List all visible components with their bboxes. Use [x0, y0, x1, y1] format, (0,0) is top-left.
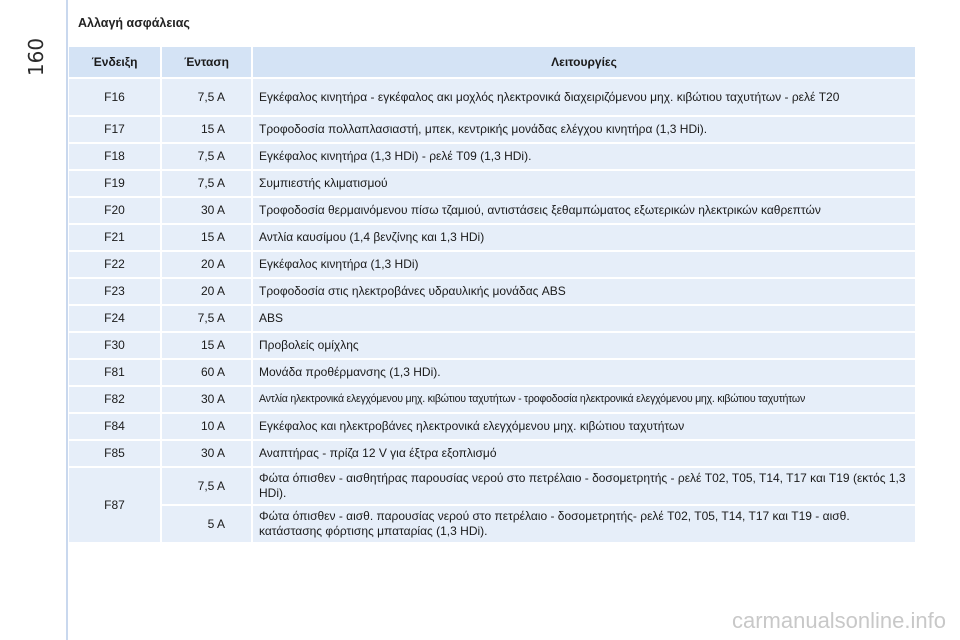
fuse-amperage: 15 A: [161, 224, 252, 251]
fuse-function: Τροφοδοσία πολλαπλασιαστή, μπεκ, κεντρικής μονάδας ελέγχου κινητήρα (1,3 HDi).: [252, 116, 916, 143]
fuse-function: Αναπτήρας - πρίζα 12 V για έξτρα εξοπλισμό: [252, 440, 916, 467]
fuse-amperage: 15 A: [161, 332, 252, 359]
fuse-amperage: 20 A: [161, 278, 252, 305]
fuse-amperage: 10 A: [161, 413, 252, 440]
fuse-amperage: 30 A: [161, 440, 252, 467]
table-row: [69, 143, 916, 170]
fuse-id: F19: [69, 170, 161, 197]
fuse-function: Μονάδα προθέρμανσης (1,3 HDi).: [252, 359, 916, 386]
table-row: [69, 116, 916, 143]
fuse-function: Τροφοδοσία θερμαινόμενου πίσω τζαμιού, αντιστάσεις ξεθαμπώματος εξωτερικών ηλεκτρικών καθρεπτών: [252, 197, 916, 224]
fuse-id: F17: [69, 116, 161, 143]
fuse-amperage: 7,5 A: [161, 467, 252, 505]
table-row: [69, 197, 916, 224]
table-row: [69, 359, 916, 386]
section-title: Αλλαγή ασφάλειας: [78, 16, 190, 30]
fuse-amperage: 30 A: [161, 386, 252, 413]
fuse-function: Εγκέφαλος κινητήρα - εγκέφαλος ακι μοχλός ηλεκτρονικά διαχειριζόμενου μηχ. κιβώτιου ταχυτήτων - ρελέ T20: [252, 78, 916, 116]
fuse-amperage: 15 A: [161, 116, 252, 143]
fuse-function: Εγκέφαλος κινητήρα (1,3 HDi) - ρελέ T09 (1,3 HDi).: [252, 143, 916, 170]
fuse-id: F20: [69, 197, 161, 224]
fuse-amperage: 7,5 A: [161, 78, 252, 116]
header-functions: Λειτουργίες: [252, 47, 916, 78]
fuse-function: ABS: [252, 305, 916, 332]
fuse-function: Αντλία καυσίμου (1,4 βενζίνης και 1,3 HDi): [252, 224, 916, 251]
table-row: [69, 224, 916, 251]
table-row: [69, 78, 916, 116]
page-number: 160: [24, 37, 48, 77]
fuse-amperage: 7,5 A: [161, 143, 252, 170]
watermark: carmanualsonline.info: [731, 608, 946, 633]
fuse-id: F85: [69, 440, 161, 467]
fuse-function: Τροφοδοσία στις ηλεκτροβάνες υδραυλικής μονάδας ABS: [252, 278, 916, 305]
fuse-id: F87: [69, 467, 161, 543]
fuse-function: Συμπιεστής κλιματισμού: [252, 170, 916, 197]
fuse-id: F18: [69, 143, 161, 170]
fuse-function: Φώτα όπισθεν - αισθητήρας παρουσίας νερού στο πετρέλαιο - δοσομετρητής - ρελέ T02, T05, T14, T17 και T19 (εκτός 1,3 HDi).: [252, 467, 916, 505]
fuse-id: F23: [69, 278, 161, 305]
fuse-amperage: 20 A: [161, 251, 252, 278]
table-row: [69, 278, 916, 305]
fuse-function: Προβολείς ομίχλης: [252, 332, 916, 359]
fuse-amperage: 30 A: [161, 197, 252, 224]
table-row: [69, 332, 916, 359]
header-amperage: Ένταση: [161, 47, 252, 78]
fuse-id: F30: [69, 332, 161, 359]
table-row: [69, 386, 916, 413]
table-row: [69, 440, 916, 467]
fuse-table: [69, 47, 917, 544]
header-indication: Ένδειξη: [69, 47, 161, 78]
fuse-function: Εγκέφαλος κινητήρα (1,3 HDi): [252, 251, 916, 278]
fuse-id: F84: [69, 413, 161, 440]
fuse-function: Αντλία ηλεκτρονικά ελεγχόμενου μηχ. κιβώτιου ταχυτήτων - τροφοδοσία ηλεκτρονικά ελεγχόμενου μηχ. κιβώτιου ταχυτήτων: [252, 386, 916, 413]
margin-rule: [66, 0, 68, 640]
table-row: [69, 251, 916, 278]
table-row: [69, 305, 916, 332]
fuse-id: F16: [69, 78, 161, 116]
fuse-amperage: 5 A: [161, 505, 252, 543]
table-row: [69, 170, 916, 197]
fuse-id: F81: [69, 359, 161, 386]
fuse-id: F24: [69, 305, 161, 332]
fuse-function: Φώτα όπισθεν - αισθ. παρουσίας νερού στο πετρέλαιο - δοσομετρητής- ρελέ T02, T05, T14, T17 και T19 - αισθ. κατάστασης φόρτισης μπαταρίας (1,3 HDi).: [252, 505, 916, 543]
fuse-id: F82: [69, 386, 161, 413]
table-row: [69, 467, 916, 505]
table-row: [69, 413, 916, 440]
fuse-id: F21: [69, 224, 161, 251]
table-header-row: [69, 47, 916, 78]
fuse-function: Εγκέφαλος και ηλεκτροβάνες ηλεκτρονικά ελεγχόμενου μηχ. κιβώτιου ταχυτήτων: [252, 413, 916, 440]
table-row: [69, 505, 916, 543]
fuse-amperage: 7,5 A: [161, 170, 252, 197]
fuse-amperage: 60 A: [161, 359, 252, 386]
fuse-id: F22: [69, 251, 161, 278]
fuse-amperage: 7,5 A: [161, 305, 252, 332]
